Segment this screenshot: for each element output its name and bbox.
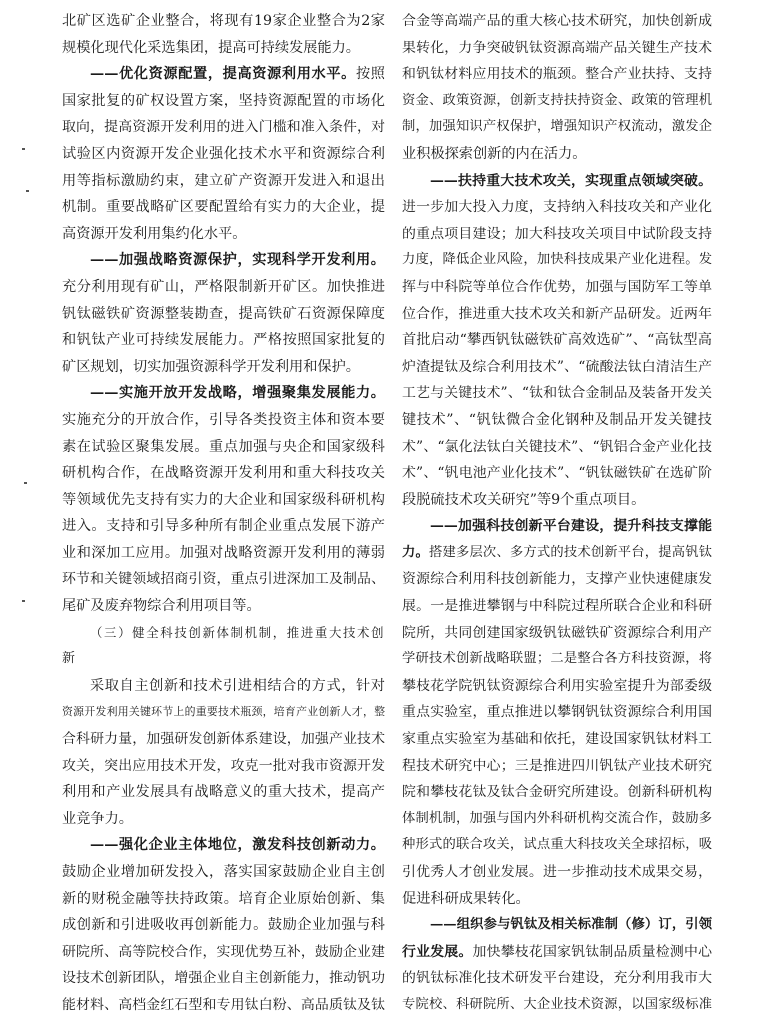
text-line: 利用和产业发展具有战略意义的重大技术，提高产 [62, 784, 385, 801]
text-line [62, 61, 385, 88]
bold-heading-text: ——加强科技创新平台建设，提升科技支撑能 [430, 518, 712, 535]
text-line: 促进科研成果转化。 [402, 890, 530, 907]
scan-speck [22, 148, 25, 150]
text-line: 进一步加大投入力度，支持纳入科技攻关和产业化 [402, 199, 712, 216]
text-line: 工艺与关键技术”、“钛和钛合金制品及装备开发关 [402, 385, 712, 402]
text-line [62, 832, 385, 859]
text-line: 矿区规划，切实加强资源科学开发利用和保护。 [62, 358, 360, 375]
bold-heading-text: ——实施开放开发战略，增强聚集发展能力。 [90, 385, 385, 402]
text-line: 位合作，推进重大技术攻关和新产品研发。近两年 [402, 305, 712, 322]
text-line: 首批启动“攀西钒钛磁铁矿高效选矿”、“高钛型高 [402, 332, 712, 349]
text-line: 资源开发利用关键环节上的重要技术瓶颈，培育产业创新人才，整 [62, 705, 385, 719]
bold-heading-text: ——强化企业主体地位，激发科技创新动力。 [90, 837, 385, 854]
right-text-column [402, 8, 712, 1019]
text-line: 和钒钛材料应用技术的瓶颈。整合产业扶持、支持 [402, 66, 712, 83]
text-line: 专院校、科研院所、大企业技术资源，以国家级标准 [402, 996, 712, 1012]
text-line: 新 [62, 651, 77, 667]
text-line: 家重点实验室为基础和依托，建设国家钒钛材料工 [402, 731, 712, 748]
text-line: 术”、“钒电池产业化技术”、“钒钛磁铁矿在选矿阶 [402, 465, 712, 482]
text-line: 研机构合作，在战略资源开发利用和重大科技攻关 [62, 465, 385, 482]
text-line: 采取自主创新和技术引进相结合的方式，针对 [90, 677, 385, 694]
left-text-column [62, 8, 385, 1019]
text-line [402, 168, 712, 195]
body-text: 加快攀枝花国家钒钛制品质量检测中心 [472, 943, 712, 960]
text-line: 业竞争力。 [62, 810, 133, 827]
text-line: 实施充分的开放合作，引导各类投资主体和资本要 [62, 411, 385, 428]
text-line: 资金、政策资源，创新支持扶持资金、政策的管理机 [402, 92, 712, 108]
text-line [402, 912, 712, 939]
text-line: 试验区内资源开发企业强化技术水平和资源综合利 [62, 145, 385, 162]
text-line: 合科研力量，加强研发创新体系建设，加强产业技术 [62, 731, 385, 748]
text-line: 规模化现代化采选集团，提高可持续发展能力。 [62, 39, 360, 56]
text-line: 挥与中科院等单位合作优势，加强与国防军工等单 [402, 278, 712, 295]
text-line: 进入。支持和引导多种所有制企业重点发展下游产 [62, 518, 385, 535]
bold-heading-text: 力。 [402, 544, 429, 560]
text-line: 新的财税金融等扶持政策。培育企业原始创新、集 [62, 890, 385, 907]
text-line: 果转化，力争突破钒钛资源高端产品关键生产技术 [402, 39, 712, 56]
body-text: 按照 [355, 66, 385, 83]
text-line: 钒钛磁铁矿资源整装勘查，提高铁矿石资源保障度 [62, 305, 385, 322]
text-line: 研院所、高等院校合作，实现优势互补，鼓励企业建 [62, 943, 385, 960]
text-line: 业和深加工应用。加强对战略资源开发利用的薄弱 [62, 544, 385, 561]
text-line: 等领域优先支持有实力的大企业和国家级科研机构 [62, 491, 385, 508]
text-line: 重点实验室，重点推进以攀钢钒钛资源综合利用国 [402, 704, 712, 721]
text-line: 充分利用现有矿山，严格限制新开矿区。加快推进 [62, 278, 385, 295]
text-line: 成创新和引进吸收再创新能力。鼓励企业加强与科 [62, 917, 385, 934]
bold-heading-text: ——优化资源配置，提高资源利用水平。 [90, 66, 356, 83]
scan-speck [26, 190, 29, 192]
scan-speck [22, 600, 25, 602]
text-line: 术”、“氯化法钛白关键技术”、“钒铝合金产业化技 [402, 438, 712, 455]
text-line: 业积极探索创新的内在活力。 [402, 145, 587, 162]
text-line: 能材料、高档金红石型和专用钛白粉、高品质钛及钛 [62, 996, 385, 1013]
text-line: 取向，提高资源开发利用的进入门槛和准入条件，对 [62, 119, 385, 136]
text-line: 力度，降低企业风险，加快科技成果产业化进程。发 [402, 252, 712, 268]
text-line: 攀枝花学院钒钛资源综合利用实验室提升为部委级 [402, 677, 712, 694]
text-line: 北矿区选矿企业整合，将现有19家企业整合为2家 [62, 13, 385, 29]
text-line: 高资源开发利用集约化水平。 [62, 225, 247, 242]
text-line [402, 939, 712, 966]
text-line: 素在试验区聚集发展。重点加强与央企和国家级科 [62, 438, 385, 455]
text-line: 的钒钛标准化技术研发平台建设，充分利用我市大 [402, 970, 712, 987]
text-line: 合金等高端产品的重大核心技术研究，加快创新成 [402, 13, 712, 29]
text-line: 段脱硫技术攻关研究”等9个重点项目。 [402, 491, 646, 508]
text-line: 攻关，突出应用技术开发，攻克一批对我市资源开发 [62, 757, 385, 774]
text-line: 和钒钛产业可持续发展能力。严格按照国家批复的 [62, 332, 385, 349]
text-line: 展。一是推进攀钢与中科院过程所联合企业和科研 [402, 598, 712, 615]
text-line: 资源综合利用科技创新能力，支撑产业快速健康发 [402, 571, 712, 588]
body-text: 搭建多层次、多方式的技术创新平台，提高钒钛 [428, 544, 713, 560]
text-line: 引优秀人才创业发展。进一步推动技术成果交易， [402, 864, 712, 880]
text-line: 体制机制，加强与国内外科研机构交流合作，鼓励多 [402, 810, 712, 826]
text-line: 尾矿及废弃物综合利用项目等。 [62, 598, 261, 615]
text-line: 学研技术创新战略联盟；二是整合各方科技资源，将 [402, 651, 712, 667]
text-line: 用等指标激励约束，建立矿产资源开发进入和退出 [62, 172, 385, 189]
bold-heading-text: ——扶持重大技术攻关，实现重点领域突破。 [430, 172, 712, 189]
text-line: 机制。重要战略矿区要配置给有实力的大企业，提 [62, 199, 385, 216]
text-line [62, 380, 385, 407]
text-line: 种形式的联合攻关，试点重大科技攻关全球招标，吸 [402, 837, 712, 853]
text-line [402, 540, 712, 567]
text-line: 炉渣提钛及综合利用技术”、“硫酸法钛白清洁生产 [402, 358, 712, 375]
bold-heading-text: ——组织参与钒钛及相关标准制（修）订，引领 [430, 917, 712, 933]
text-line [62, 247, 385, 274]
text-line [402, 513, 712, 540]
text-line: 院所，共同创建国家级钒钛磁铁矿资源综合利用产 [402, 624, 712, 641]
text-line: 键技术”、“钒钛微合金化钢种及制品开发关键技 [402, 411, 712, 428]
text-line: （三）健全科技创新体制机制，推进重大技术创 [90, 624, 385, 640]
bold-heading-text: ——加强战略资源保护，实现科学开发利用。 [90, 252, 385, 269]
text-line: 环节和关键领域招商引资，重点引进深加工及制品、 [62, 571, 385, 588]
bold-heading-text: 行业发展。 [402, 943, 473, 960]
text-line: 设技术创新团队，增强企业自主创新能力，推动钒功 [62, 970, 385, 987]
text-line: 制，加强知识产权保护，增强知识产权流动，激发企 [402, 119, 712, 135]
text-line: 的重点项目建设；加大科技攻关项目中试阶段支持 [402, 225, 712, 242]
scan-speck [24, 482, 27, 484]
text-line: 国家批复的矿权设置方案，坚持资源配置的市场化 [62, 92, 385, 109]
text-line: 程技术研究中心；三是推进四川钒钛产业技术研究 [402, 757, 712, 774]
text-line: 鼓励企业增加研发投入，落实国家鼓励企业自主创 [62, 864, 385, 880]
text-line: 院和攀枝花钛及钛合金研究所建设。创新科研机构 [402, 784, 712, 801]
